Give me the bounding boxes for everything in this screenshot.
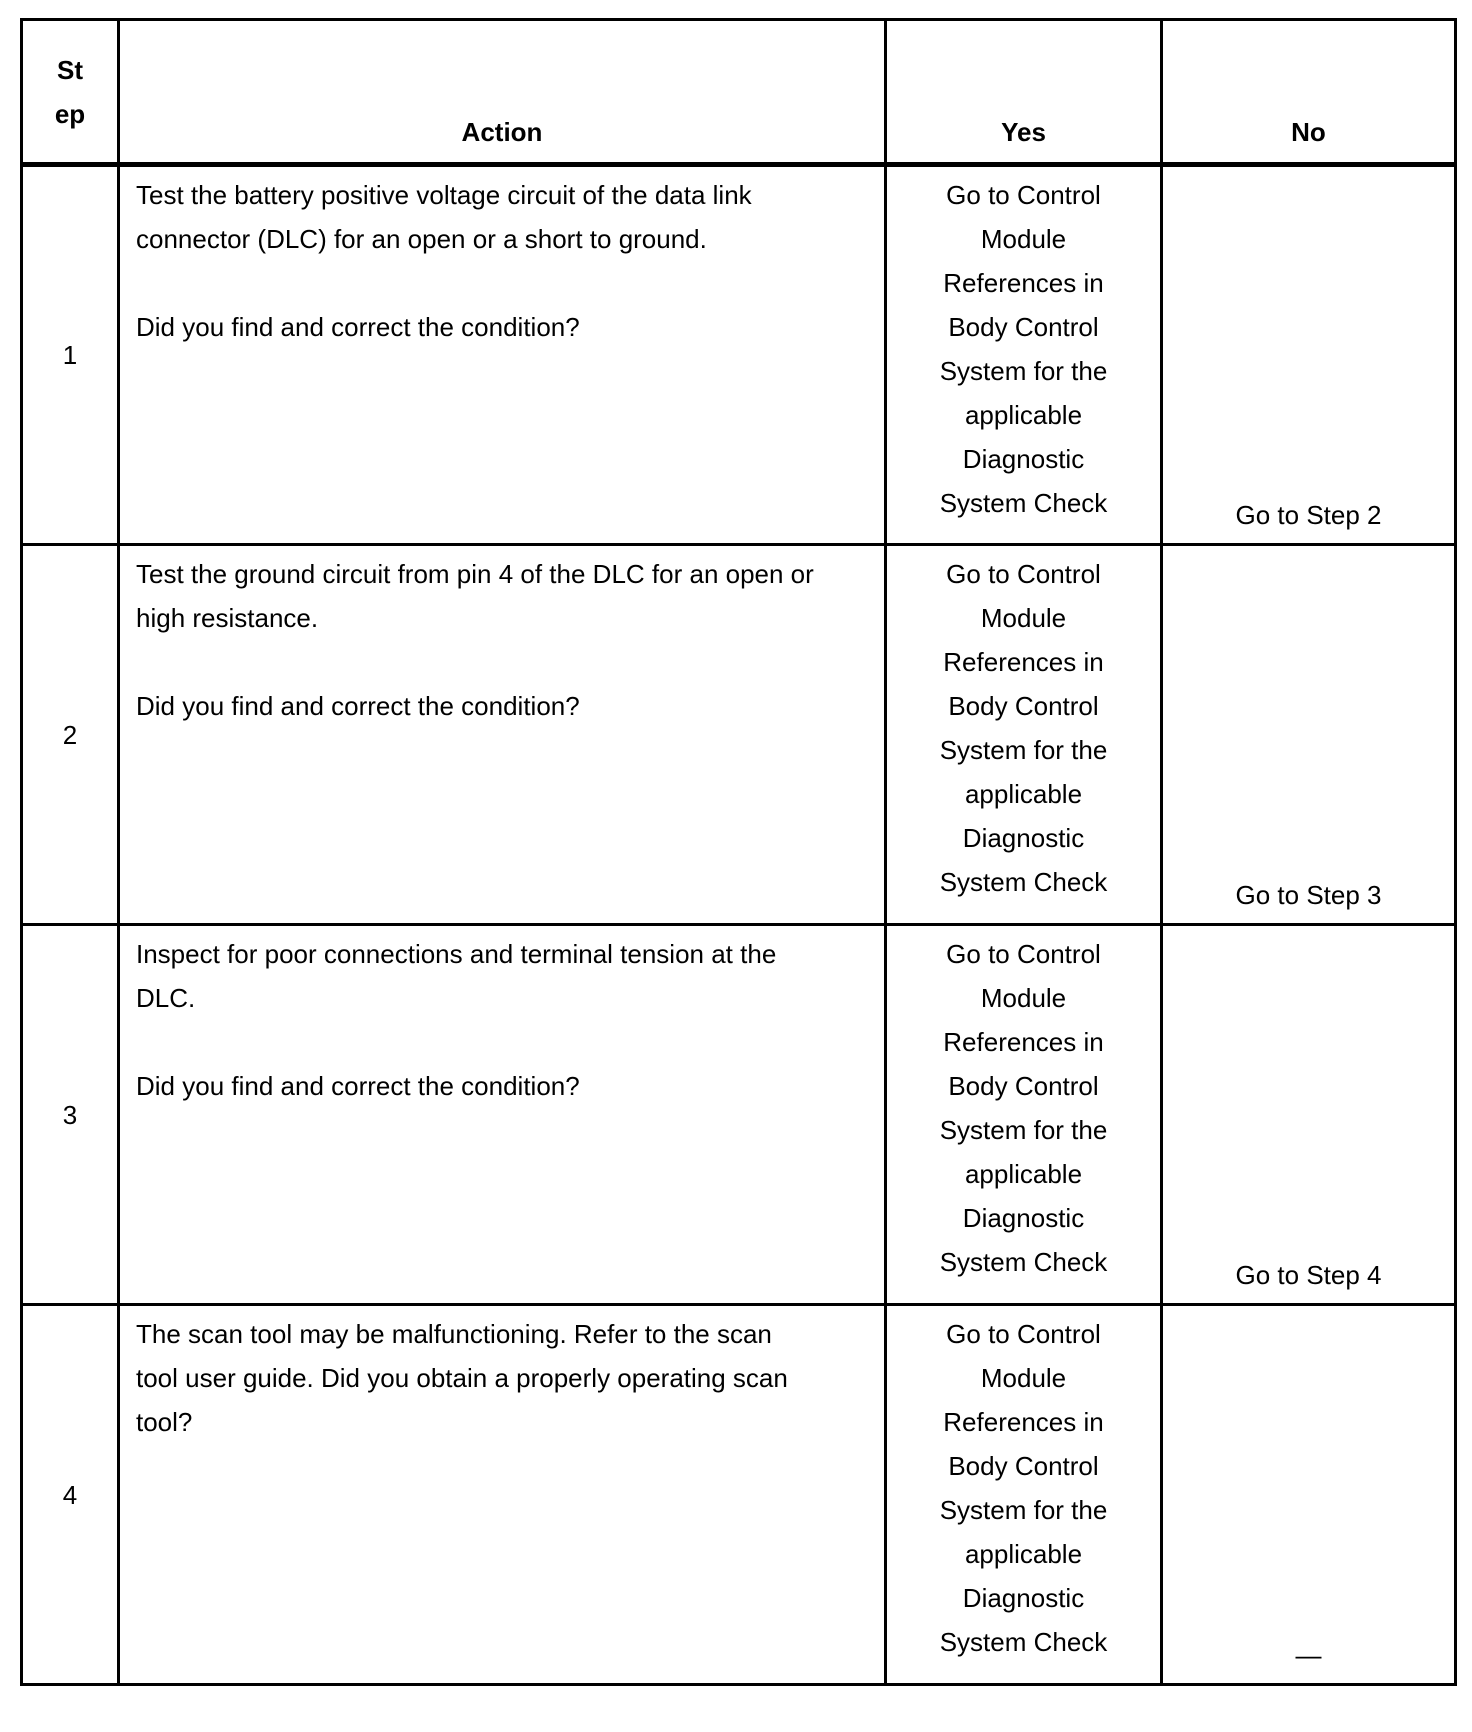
header-action: Action [119, 20, 886, 165]
action-question: Did you find and correct the condition? [136, 691, 580, 721]
action-text: The scan tool may be malfunctioning. Refer to the scan tool user guide. Did you obtain a properly operating scan tool? [136, 1319, 788, 1437]
table-row [22, 925, 1456, 1305]
action-question: Did you find and correct the condition? [136, 312, 580, 342]
action-text: Test the ground circuit from pin 4 of the DLC for an open or high resistance. [136, 559, 814, 633]
action-text: Inspect for poor connections and terminal tension at the DLC. [136, 939, 777, 1013]
action-cell [119, 545, 886, 925]
action-text: Test the battery positive voltage circuit of the data link connector (DLC) for an open or a short to ground. [136, 180, 752, 254]
action-cell [119, 165, 886, 545]
table-row [22, 165, 1456, 545]
yes-cell: Go to Control Module References in Body Control System for the applicable Diagnostic System Check [886, 1305, 1162, 1685]
header-step-label: St ep [54, 54, 86, 129]
no-cell: Go to Step 2 [1162, 165, 1456, 545]
yes-cell: Go to Control Module References in Body Control System for the applicable Diagnostic System Check [886, 165, 1162, 545]
yes-cell: Go to Control Module References in Body Control System for the applicable Diagnostic System Check [886, 545, 1162, 925]
action-cell [119, 1305, 886, 1685]
table-row [22, 1305, 1456, 1685]
no-cell: Go to Step 4 [1162, 925, 1456, 1305]
step-number: 1 [22, 165, 119, 545]
step-number: 4 [22, 1305, 119, 1685]
yes-cell: Go to Control Module References in Body Control System for the applicable Diagnostic System Check [886, 925, 1162, 1305]
header-row [22, 20, 1456, 165]
step-number: 2 [22, 545, 119, 925]
header-yes: Yes [886, 20, 1162, 165]
table-row [22, 545, 1456, 925]
no-cell: — [1162, 1305, 1456, 1685]
header-no: No [1162, 20, 1456, 165]
action-question: Did you find and correct the condition? [136, 1071, 580, 1101]
header-step [22, 20, 119, 165]
step-number: 3 [22, 925, 119, 1305]
diagnostic-table [20, 18, 1457, 1686]
action-cell [119, 925, 886, 1305]
no-cell: Go to Step 3 [1162, 545, 1456, 925]
